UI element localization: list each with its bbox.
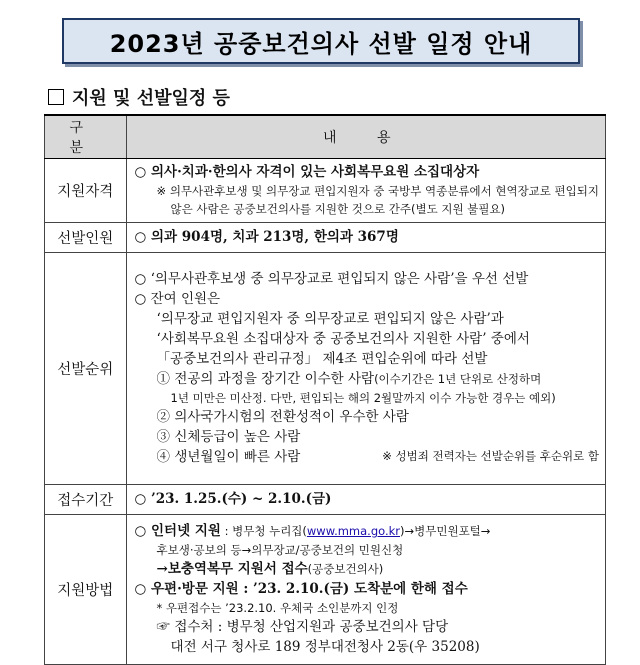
row-content-period xyxy=(126,485,605,515)
row-content-quota xyxy=(126,223,605,253)
table-header-row xyxy=(45,115,606,159)
row-label-method: 지원방법 xyxy=(45,515,127,665)
period-main: ○ ’23. 1.25.(수) ~ 2.10.(금) xyxy=(134,491,332,507)
priority-line-3: ‘의무장교 편입지원자 중 의무장교로 편입되지 않은 사람’과 xyxy=(156,311,504,327)
address-line-2: 대전 서구 청사로 189 정부대전청사 2동(우 35208) xyxy=(170,639,480,655)
page-title: 2023년 공중보건의사 선발 일정 안내 xyxy=(109,29,533,58)
table-row-quota xyxy=(45,223,606,253)
row-content-method xyxy=(126,515,605,665)
internet-label: ○ 인터넷 지원 xyxy=(134,523,221,539)
row-content-eligibility xyxy=(126,159,605,223)
priority-line-7: 1년 미만은 미산정. 다만, 편입되는 해의 2월말까지 이수 가능한 경우는 예외) xyxy=(170,391,556,405)
table-row-method xyxy=(45,515,606,665)
priority-item-1-note: (이수기간은 1년 단위로 산정하며 xyxy=(374,372,542,386)
priority-line-6 xyxy=(135,369,599,389)
header-category: 구 분 xyxy=(45,115,127,159)
mail-visit-line: ○ 우편·방문 지원 : ’23. 2.10.(금) 도착분에 한해 접수 xyxy=(134,581,468,597)
eligibility-main: ○ 의사·치과·한의사 자격이 있는 사회복무요원 소집대상자 xyxy=(134,164,480,180)
eligibility-note-1: ※ 의무사관후보생 및 의무장교 편입지원자 중 국방부 역종분류에서 현역장교로 편입되지 xyxy=(156,184,599,198)
priority-item-4: ④ 생년월일이 빠른 사람 xyxy=(156,449,301,465)
priority-line-5: 「공중보건의사 관리규정」 제4조 편입순위에 따라 선발 xyxy=(156,351,488,367)
row-content-priority xyxy=(126,253,605,485)
internet-text-b: )→병무민원포털→ xyxy=(400,524,491,538)
row-label-quota: 선발인원 xyxy=(45,223,127,253)
table-row-period xyxy=(45,485,606,515)
section-heading xyxy=(48,84,230,110)
priority-item-1: ① 전공의 과정을 장기간 이수한 사람 xyxy=(156,371,375,387)
priority-line-2: ○ 잔여 인원은 xyxy=(134,291,221,307)
priority-item-2: ② 의사국가시험의 전환성적이 우수한 사람 xyxy=(156,409,409,425)
mma-website-link[interactable]: www.mma.go.kr xyxy=(306,524,401,538)
table-row-eligibility xyxy=(45,159,606,223)
row-label-period: 접수기간 xyxy=(45,485,127,515)
priority-line-1: ○ ‘의무사관후보생 중 의무장교로 편입되지 않은 사람’을 우선 선발 xyxy=(134,271,529,287)
header-content: 내 용 xyxy=(126,115,605,159)
eligibility-note-2: 않은 사람은 공중보건의사를 지원한 것으로 간주(별도 지원 불필요) xyxy=(170,202,506,216)
priority-line-4: ‘사회복무요원 소집대상자 중 공중보건의사 지원한 사람’ 중에서 xyxy=(156,331,530,347)
row-label-priority: 선발순위 xyxy=(45,253,127,485)
checkbox-square-icon xyxy=(48,89,64,105)
row-label-eligibility: 지원자격 xyxy=(45,159,127,223)
section-title: 지원 및 선발일정 등 xyxy=(72,88,230,109)
priority-line-10 xyxy=(135,447,599,467)
title-banner xyxy=(62,18,580,64)
mail-note: * 우편접수는 ’23.2.10. 우체국 소인분까지 인정 xyxy=(156,601,399,615)
address-line-1: ☞ 접수처 : 병무청 산업지원과 공중보건의사 담당 xyxy=(156,619,449,635)
priority-item-3: ③ 신체등급이 높은 사람 xyxy=(156,429,301,445)
priority-sex-crime-note: ※ 성범죄 전력자는 선발순위를 후순위로 함 xyxy=(382,449,599,463)
internet-submit-note: (공중보건의사) xyxy=(307,562,384,576)
quota-main: ○ 의과 904명, 치과 213명, 한의과 367명 xyxy=(134,229,399,245)
internet-line-1 xyxy=(135,521,599,541)
internet-line-3 xyxy=(135,559,599,579)
table-row-priority xyxy=(45,253,606,485)
schedule-table xyxy=(44,114,606,665)
internet-submit-text: →보충역복무 지원서 접수 xyxy=(156,561,308,577)
internet-line-2: 후보생·공보의 등→의무장교/공중보건의 민원신청 xyxy=(156,543,404,557)
internet-text-a: : 병무청 누리집( xyxy=(220,524,307,538)
